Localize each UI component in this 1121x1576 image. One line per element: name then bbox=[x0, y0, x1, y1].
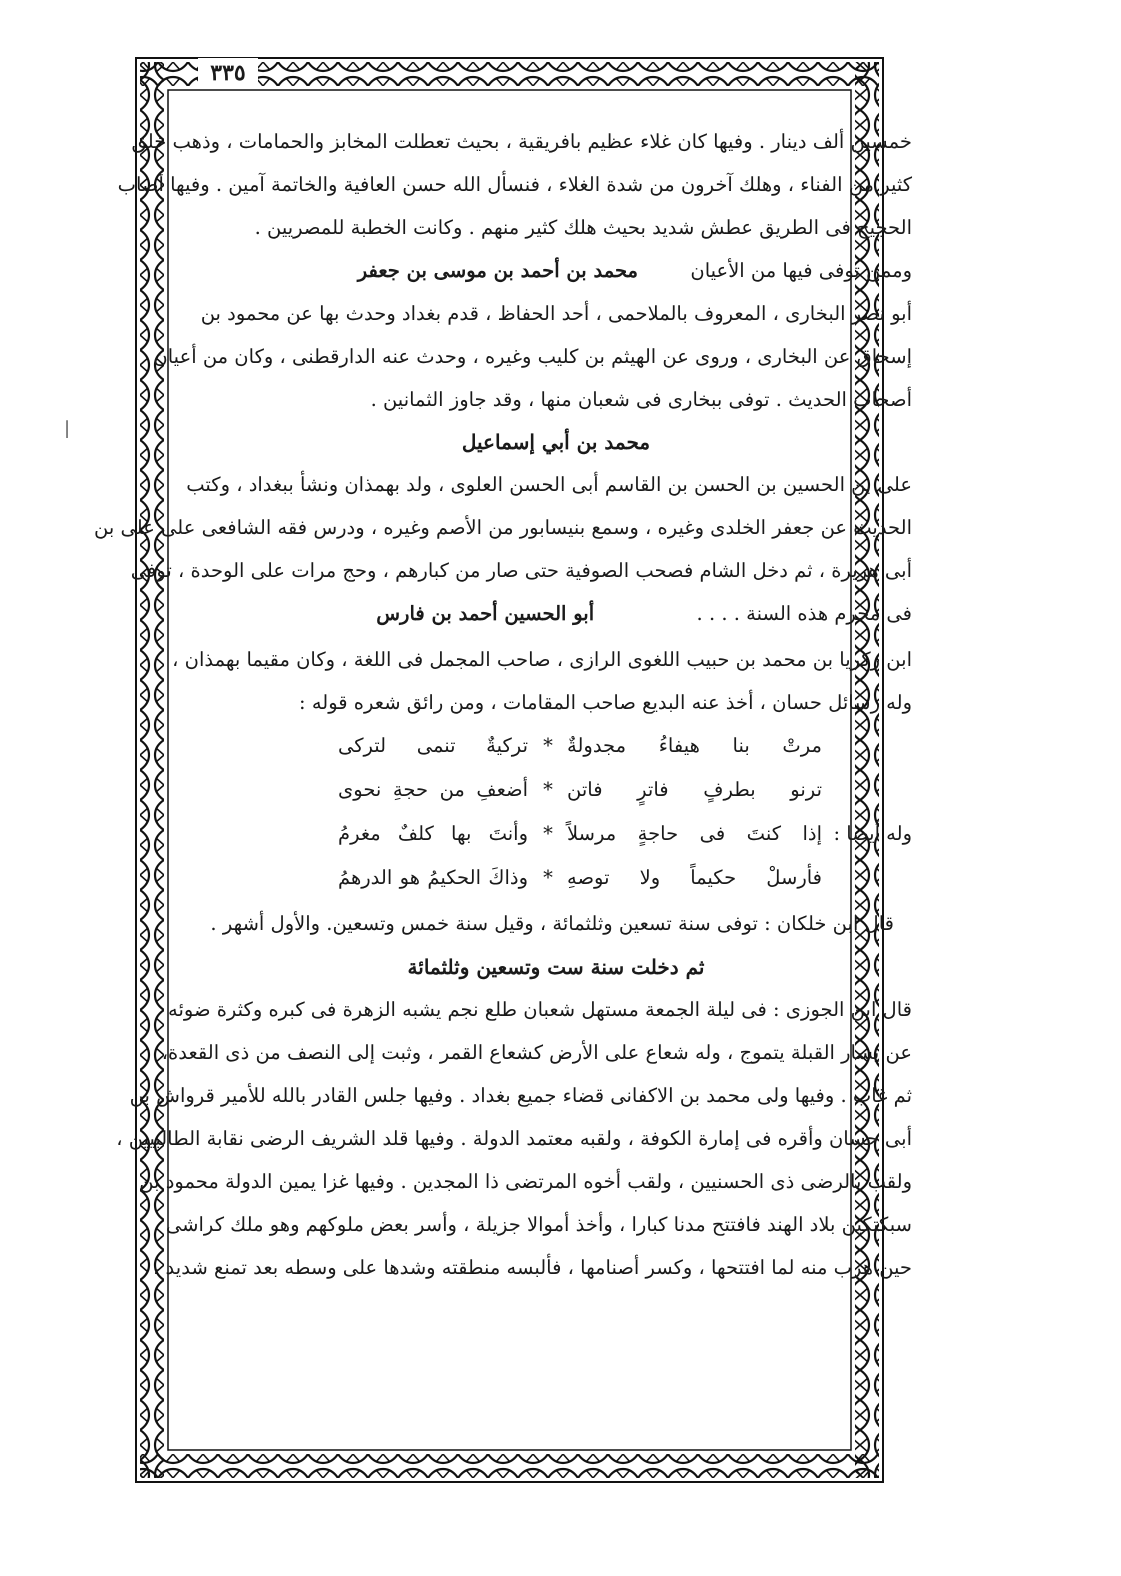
margin-mark: | bbox=[64, 418, 71, 439]
text-line: قال ابن الجوزى : فى ليلة الجمعة مستهل شعبان طلع نجم يشبه الزهرة فى كبره وكثرة ضوئه bbox=[167, 998, 912, 1021]
verse-hemistich-first: فأرسلْ حكيماً ولا توصهِ bbox=[567, 866, 822, 889]
intro-text: وممن توفى فيها من الأعيان bbox=[690, 259, 912, 282]
text-fragment: فى محرم هذه السنة . . . . bbox=[696, 602, 912, 625]
section-heading: محمد بن أبي إسماعيل bbox=[461, 430, 651, 454]
verse-hemistich-second: تركيةٌ تنمى لتركى bbox=[338, 734, 528, 757]
text-line: على بن الحسين بن الحسن بن القاسم أبى الحسن العلوى ، ولد بهمذان ونشأ ببغداد ، وكتب bbox=[186, 473, 912, 496]
text-line: خمسين ألف دينار . وفيها كان غلاء عظيم بافريقية ، بحيث تعطلت المخابز والحمامات ، وذهب خلق bbox=[131, 130, 912, 153]
verse-row bbox=[200, 734, 912, 764]
verse-row bbox=[200, 866, 912, 896]
verse-row bbox=[200, 778, 912, 808]
page-number: ٣٣٥ bbox=[198, 58, 258, 88]
person-heading: أبو الحسين أحمد بن فارس bbox=[376, 602, 595, 625]
text-line: الحجيج فى الطريق عطش شديد بحيث هلك كثير منهم . وكانت الخطبة للمصريين . bbox=[254, 216, 912, 239]
verse-row bbox=[200, 822, 912, 852]
verse-hemistich-first: مرتْ بنا هيفاءُ مجدولةٌ bbox=[567, 734, 822, 757]
text-line: كثير من الفناء ، وهلك آخرون من شدة الغلاء ، فنسأل الله حسن العافية والخاتمة آمين . وفيها أصاب bbox=[117, 173, 912, 196]
text-line: أبو نصر البخارى ، المعروف بالملاحمى ، أحد الحفاظ ، قدم بغداد وحدث بها عن محمود بن bbox=[200, 302, 912, 325]
text-line: أصحاب الحديث . توفى ببخارى فى شعبان منها ، وقد جاوز الثمانين . bbox=[370, 388, 912, 411]
verse-hemistich-second: وذاكَ الحكيمُ هو الدرهمُ bbox=[338, 866, 528, 889]
verse-separator: * bbox=[543, 822, 553, 845]
verse-hemistich-second: أضعفِ من حجةِ نحوى bbox=[338, 778, 528, 801]
verse-note: وله أيضا : bbox=[833, 822, 912, 845]
text-line: إسحاق عن البخارى ، وروى عن الهيثم بن كليب وغيره ، وحدث عنه الدارقطنى ، وكان من أعيان bbox=[153, 345, 912, 368]
section-intro-line bbox=[200, 257, 912, 285]
verse-separator: * bbox=[543, 778, 553, 801]
section-intro-line bbox=[200, 600, 912, 628]
text-line: أبى هريرة ، ثم دخل الشام فصحب الصوفية حتى صار من كبارهم ، وحج مرات على الوحدة ، توفى bbox=[130, 559, 912, 582]
section-heading: ثم دخلت سنة ست وتسعين وثلثمائة bbox=[407, 955, 705, 979]
text-line: حين هرب منه لما افتتحها ، وكسر أصنامها ، فألبسه منطقته وشدها على وسطه بعد تمنع شديد ، bbox=[153, 1256, 912, 1279]
verse-hemistich-second: وأنتَ بها كلفٌ مغرمُ bbox=[338, 822, 528, 845]
text-line: قال ابن خلكان : توفى سنة تسعين وثلثمائة ، وقيل سنة خمس وتسعين. والأول أشهر . bbox=[210, 912, 894, 935]
verse-separator: * bbox=[543, 734, 553, 757]
verse-hemistich-first: ترنو بطرفٍ فاترٍ فاتن bbox=[567, 778, 822, 801]
text-line: ابن زكريا بن محمد بن حبيب اللغوى الرازى ، صاحب المجمل فى اللغة ، وكان مقيما بهمذان ، bbox=[172, 648, 912, 671]
person-heading: محمد بن أحمد بن موسى بن جعفر bbox=[357, 259, 638, 282]
verse-separator: * bbox=[543, 866, 553, 889]
verse-hemistich-first: إذا كنتَ فى حاجةٍ مرسلاً bbox=[567, 822, 822, 845]
text-line: أبى حسان وأقره فى إمارة الكوفة ، ولقبه معتمد الدولة . وفيها قلد الشريف الرضى نقابة الطالبيين ، bbox=[116, 1127, 912, 1150]
text-line: ولقب بالرضى ذى الحسنيين ، ولقب أخوه المرتضى ذا المجدين . وفيها غزا يمين الدولة محمود بن bbox=[139, 1170, 912, 1193]
text-line: الحديث عن جعفر الخلدى وغيره ، وسمع بنيسابور من الأصم وغيره ، ودرس فقه الشافعى على على بن bbox=[94, 516, 912, 539]
text-line: ثم غاب . وفيها ولى محمد بن الاكفانى قضاء جميع بغداد . وفيها جلس القادر بالله للأمير قرواش بن bbox=[129, 1084, 912, 1107]
text-line: عن يسار القبلة يتموج ، وله شعاع على الأرض كشعاع القمر ، وثبت إلى النصف من ذى القعدة، bbox=[161, 1041, 912, 1064]
text-line: وله رسائل حسان ، أخذ عنه البديع صاحب المقامات ، ومن رائق شعره قوله : bbox=[299, 691, 912, 714]
text-line: سبكتكين بلاد الهند فافتتح مدنا كبارا ، وأخذ أموالا جزيلة ، وأسر بعض ملوكهم وهو ملك كراشى bbox=[165, 1213, 912, 1236]
